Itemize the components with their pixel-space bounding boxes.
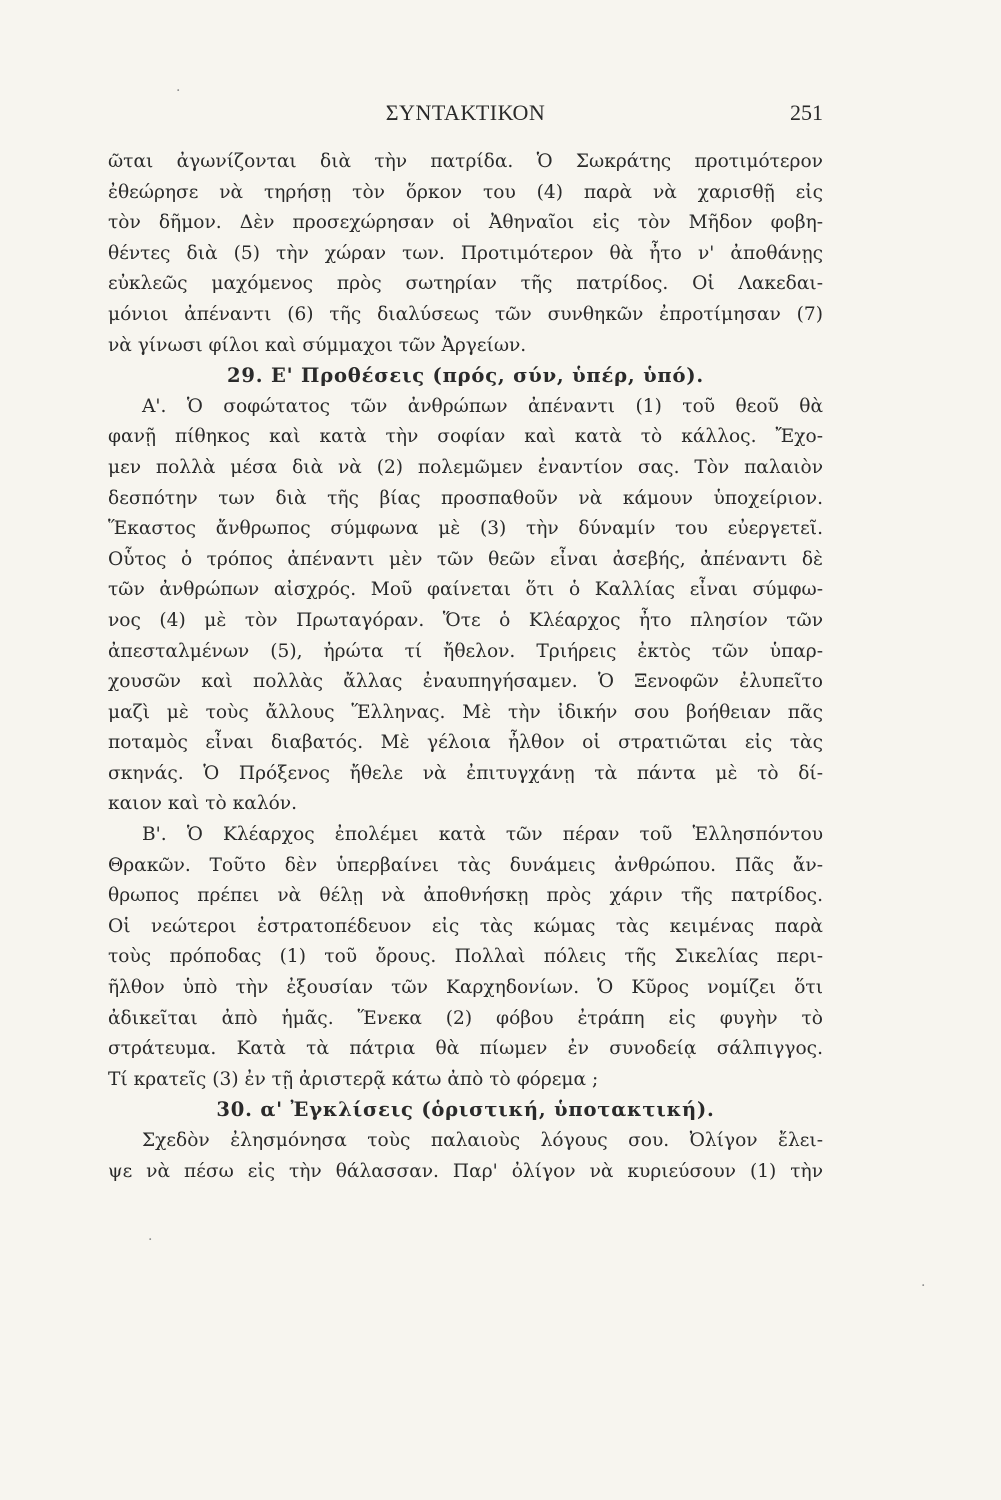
text-line: ποταμὸς εἶναι διαβατός. Μὲ γέλοια ἦλθον οἱ στρατιῶται εἰς τὰς [108,732,823,754]
text-line: τῶν ἀνθρώπων αἰσχρός. Μοῦ φαίνεται ὅτι ὁ Καλλίας εἶναι σύμφω- [108,579,823,601]
text-line: νὰ γίνωσι φίλοι καὶ σύμμαχοι τῶν Ἀργείων. [108,334,527,356]
section-heading-29: 29. Ε' Προθέσεις (πρός, σύν, ὑπέρ, ὑπό). [227,364,704,388]
page-number: 251 [790,100,823,125]
text-line: μαζὶ μὲ τοὺς ἄλλους Ἕλληνας. Μὲ τὴν ἰδικήν σου βοήθειαν πᾶς [108,701,823,723]
text-line: Οἱ νεώτεροι ἐστρατοπέδευον εἰς τὰς κώμας τὰς κειμένας παρὰ [108,915,823,937]
paragraph-b-line: Β'. Ὁ Κλέαρχος ἐπολέμει κατὰ τῶν πέραν τοῦ Ἑλλησπόντου [142,824,823,846]
text-line: ἐθεώρησε νὰ τηρήσῃ τὸν ὅρκον του (4) παρὰ νὰ χαρισθῇ εἰς [108,181,823,203]
paragraph-line: Σχεδὸν ἐλησμόνησα τοὺς παλαιοὺς λόγους σου. Ὀλίγον ἔλει- [142,1130,823,1151]
text-line: τοὺς πρόποδας (1) τοῦ ὄρους. Πολλαὶ πόλεις τῆς Σικελίας περι- [108,946,823,968]
text-line: φανῇ πίθηκος καὶ κατὰ τὴν σοφίαν καὶ κατὰ τὸ κάλλος. Ἔχο- [108,426,823,448]
text-line: Οὗτος ὁ τρόπος ἀπέναντι μὲν τῶν θεῶν εἶναι ἀσεβής, ἀπέναντι δὲ [108,548,823,570]
text-line: εὐκλεῶς μαχόμενος πρὸς σωτηρίαν τῆς πατρίδος. Οἱ Λακεδαι- [108,273,823,295]
section-heading-30: 30. α' Ἐγκλίσεις (ὁριστική, ὑποτακτική). [216,1098,715,1122]
text-line: χουσῶν καὶ πολλὰς ἄλλας ἐναυπηγήσαμεν. Ὁ Ξενοφῶν ἐλυπεῖτο [108,671,823,693]
text-line: θέντες διὰ (5) τὴν χώραν των. Προτιμότερον θὰ ἦτο ν' ἀποθάνῃς [108,242,823,264]
text-line: ἀδικεῖται ἀπὸ ἡμᾶς. Ἕνεκα (2) φόβου ἐτράπη εἰς φυγὴν τὸ [108,1007,823,1029]
text-line: θρωπος πρέπει νὰ θέλῃ νὰ ἀποθνήσκῃ πρὸς χάριν τῆς πατρίδος. [108,885,823,907]
text-line: δεσπότην των διὰ τῆς βίας προσπαθοῦν νὰ κάμουν ὑποχείριον. [108,487,823,509]
text-line: ἀπεσταλμένων (5), ἠρώτα τί ἤθελον. Τριήρεις ἐκτὸς τῶν ὑπαρ- [108,640,823,662]
running-header [108,100,823,132]
text-line: νος (4) μὲ τὸν Πρωταγόραν. Ὅτε ὁ Κλέαρχος ἦτο πλησίον τῶν [108,609,823,631]
text-line: Ἕκαστος ἄνθρωπος σύμφωνα μὲ (3) τὴν δύναμίν του εὐεργετεῖ. [108,518,823,540]
page-body [108,147,823,1187]
paper-speck: · [921,1278,926,1294]
paper-speck: · [148,1232,153,1248]
text-line: Τί κρατεῖς (3) ἐν τῇ ἀριστερᾷ κάτω ἀπὸ τὸ φόρεμα ; [108,1068,599,1090]
text-line: ῆλθον ὑπὸ τὴν ἐξουσίαν τῶν Καρχηδονίων. Ὁ Κῦρος νομίζει ὅτι [108,977,823,999]
running-title: ΣΥΝΤΑΚΤΙΚΟΝ [385,100,546,125]
paper-speck: · [176,83,181,99]
text-line: μεν πολλὰ μέσα διὰ νὰ (2) πολεμῶμεν ἐναντίον σας. Τὸν παλαιὸν [108,456,823,478]
text-line: ῶται ἀγωνίζονται διὰ τὴν πατρίδα. Ὁ Σωκράτης προτιμότερον [108,151,823,172]
text-line: τὸν δῆμον. Δὲν προσεχώρησαν οἱ Ἀθηναῖοι εἰς τὸν Μῆδον φοβη- [108,212,823,234]
text-line: στράτευμα. Κατὰ τὰ πάτρια θὰ πίωμεν ἐν συνοδείᾳ σάλπιγγος. [108,1038,823,1060]
text-line: καιον καὶ τὸ καλόν. [108,793,298,815]
text-line: ψε νὰ πέσω εἰς τὴν θάλασσαν. Παρ' ὀλίγον νὰ κυριεύσουν (1) τὴν [108,1160,823,1182]
text-line: μόνιοι ἀπέναντι (6) τῆς διαλύσεως τῶν συνθηκῶν ἐπροτίμησαν (7) [108,303,823,325]
text-line: σκηνάς. Ὁ Πρόξενος ἤθελε νὰ ἐπιτυγχάνῃ τὰ πάντα μὲ τὸ δί- [108,762,823,784]
paragraph-a-line: Α'. Ὁ σοφώτατος τῶν ἀνθρώπων ἀπέναντι (1) τοῦ θεοῦ θὰ [142,395,823,417]
text-line: Θρακῶν. Τοῦτο δὲν ὑπερβαίνει τὰς δυνάμεις ἀνθρώπου. Πᾶς ἄν- [108,854,823,876]
